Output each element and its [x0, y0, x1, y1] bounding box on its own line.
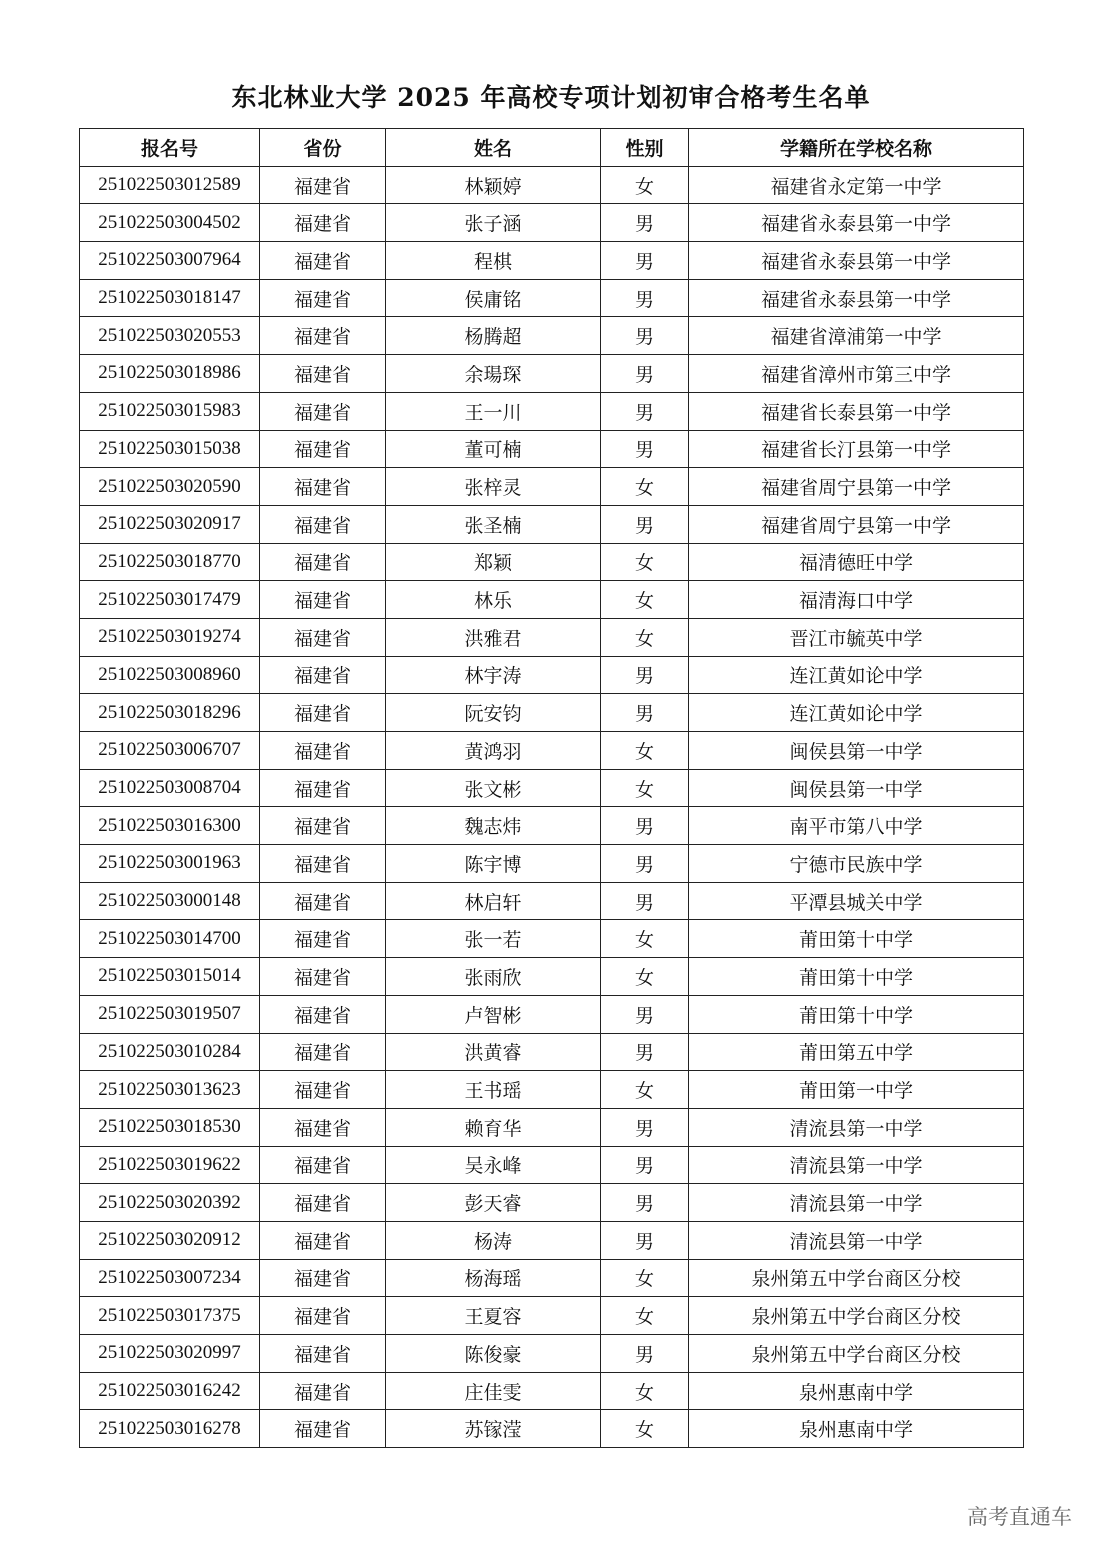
name-cell: 王一川	[386, 392, 601, 430]
name-cell: 张文彬	[386, 769, 601, 807]
school-cell: 莆田第十中学	[689, 995, 1024, 1033]
table-row	[80, 430, 1024, 468]
name-cell: 张梓灵	[386, 468, 601, 506]
school-cell: 宁德市民族中学	[689, 845, 1024, 883]
province-cell: 福建省	[260, 204, 386, 242]
gender-cell: 女	[601, 1410, 689, 1448]
province-cell: 福建省	[260, 355, 386, 393]
table-row	[80, 1221, 1024, 1259]
province-cell: 福建省	[260, 845, 386, 883]
name-cell: 余瑒琛	[386, 355, 601, 393]
name-cell: 张一若	[386, 920, 601, 958]
gender-cell: 男	[601, 392, 689, 430]
table-row	[80, 392, 1024, 430]
school-cell: 福建省周宁县第一中学	[689, 505, 1024, 543]
gender-cell: 女	[601, 468, 689, 506]
table-row	[80, 1259, 1024, 1297]
school-cell: 泉州惠南中学	[689, 1410, 1024, 1448]
school-cell: 福建省长汀县第一中学	[689, 430, 1024, 468]
table-row	[80, 882, 1024, 920]
school-cell: 清流县第一中学	[689, 1108, 1024, 1146]
table-header-row	[80, 129, 1024, 167]
registration-no-cell: 251022503018986	[80, 355, 260, 393]
table-row	[80, 1372, 1024, 1410]
gender-cell: 女	[601, 1259, 689, 1297]
school-cell: 莆田第一中学	[689, 1071, 1024, 1109]
province-cell: 福建省	[260, 920, 386, 958]
province-cell: 福建省	[260, 392, 386, 430]
gender-cell: 男	[601, 1146, 689, 1184]
gender-cell: 男	[601, 845, 689, 883]
school-cell: 闽侯县第一中学	[689, 732, 1024, 770]
name-cell: 郑颖	[386, 543, 601, 581]
registration-no-cell: 251022503008704	[80, 769, 260, 807]
name-cell: 魏志炜	[386, 807, 601, 845]
gender-cell: 男	[601, 317, 689, 355]
gender-cell: 男	[601, 882, 689, 920]
registration-no-cell: 251022503012589	[80, 166, 260, 204]
table-row	[80, 543, 1024, 581]
gender-cell: 女	[601, 543, 689, 581]
gender-cell: 男	[601, 355, 689, 393]
table-row	[80, 807, 1024, 845]
table-row	[80, 694, 1024, 732]
school-cell: 福建省永泰县第一中学	[689, 242, 1024, 280]
table-row	[80, 618, 1024, 656]
registration-no-cell: 251022503000148	[80, 882, 260, 920]
registration-no-cell: 251022503010284	[80, 1033, 260, 1071]
school-cell: 泉州第五中学台商区分校	[689, 1259, 1024, 1297]
gender-cell: 男	[601, 505, 689, 543]
gender-cell: 男	[601, 807, 689, 845]
gender-cell: 男	[601, 1221, 689, 1259]
name-cell: 庄佳雯	[386, 1372, 601, 1410]
registration-no-cell: 251022503007964	[80, 242, 260, 280]
school-cell: 清流县第一中学	[689, 1221, 1024, 1259]
registration-no-cell: 251022503019622	[80, 1146, 260, 1184]
table-row	[80, 355, 1024, 393]
gender-cell: 女	[601, 1297, 689, 1335]
name-cell: 陈俊豪	[386, 1335, 601, 1373]
province-cell: 福建省	[260, 1108, 386, 1146]
column-header-name: 姓名	[386, 129, 601, 167]
registration-no-cell: 251022503020917	[80, 505, 260, 543]
registration-no-cell: 251022503020997	[80, 1335, 260, 1373]
gender-cell: 男	[601, 242, 689, 280]
school-cell: 莆田第五中学	[689, 1033, 1024, 1071]
name-cell: 杨海瑶	[386, 1259, 601, 1297]
table-row	[80, 732, 1024, 770]
province-cell: 福建省	[260, 1221, 386, 1259]
registration-no-cell: 251022503019507	[80, 995, 260, 1033]
name-cell: 洪黄睿	[386, 1033, 601, 1071]
name-cell: 卢智彬	[386, 995, 601, 1033]
name-cell: 张圣楠	[386, 505, 601, 543]
gender-cell: 男	[601, 694, 689, 732]
province-cell: 福建省	[260, 1297, 386, 1335]
school-cell: 福建省长泰县第一中学	[689, 392, 1024, 430]
gender-cell: 女	[601, 581, 689, 619]
gender-cell: 男	[601, 204, 689, 242]
table-row	[80, 1146, 1024, 1184]
gender-cell: 男	[601, 1184, 689, 1222]
table-row	[80, 242, 1024, 280]
registration-no-cell: 251022503016278	[80, 1410, 260, 1448]
school-cell: 清流县第一中学	[689, 1146, 1024, 1184]
table-row	[80, 845, 1024, 883]
table-body	[80, 166, 1024, 1447]
registration-no-cell: 251022503018530	[80, 1108, 260, 1146]
registration-no-cell: 251022503020912	[80, 1221, 260, 1259]
document-title: 东北林业大学 2025 年高校专项计划初审合格考生名单	[231, 83, 871, 112]
name-cell: 程棋	[386, 242, 601, 280]
gender-cell: 女	[601, 166, 689, 204]
province-cell: 福建省	[260, 1033, 386, 1071]
school-cell: 福建省漳浦第一中学	[689, 317, 1024, 355]
registration-no-cell: 251022503020590	[80, 468, 260, 506]
name-cell: 阮安钧	[386, 694, 601, 732]
registration-no-cell: 251022503008960	[80, 656, 260, 694]
school-cell: 福清德旺中学	[689, 543, 1024, 581]
table-row	[80, 769, 1024, 807]
province-cell: 福建省	[260, 694, 386, 732]
gender-cell: 男	[601, 430, 689, 468]
column-header-province: 省份	[260, 129, 386, 167]
school-cell: 福建省漳州市第三中学	[689, 355, 1024, 393]
registration-no-cell: 251022503015014	[80, 958, 260, 996]
name-cell: 吴永峰	[386, 1146, 601, 1184]
table-row	[80, 505, 1024, 543]
gender-cell: 女	[601, 732, 689, 770]
gender-cell: 男	[601, 1108, 689, 1146]
name-cell: 林颖婷	[386, 166, 601, 204]
gender-cell: 男	[601, 1335, 689, 1373]
school-cell: 莆田第十中学	[689, 958, 1024, 996]
name-cell: 张子涵	[386, 204, 601, 242]
name-cell: 林启轩	[386, 882, 601, 920]
school-cell: 福建省永泰县第一中学	[689, 204, 1024, 242]
table-row	[80, 1297, 1024, 1335]
registration-no-cell: 251022503007234	[80, 1259, 260, 1297]
province-cell: 福建省	[260, 1410, 386, 1448]
registration-no-cell: 251022503015983	[80, 392, 260, 430]
province-cell: 福建省	[260, 769, 386, 807]
registration-no-cell: 251022503017375	[80, 1297, 260, 1335]
table-row	[80, 995, 1024, 1033]
province-cell: 福建省	[260, 505, 386, 543]
column-header-school: 学籍所在学校名称	[689, 129, 1024, 167]
school-cell: 清流县第一中学	[689, 1184, 1024, 1222]
school-cell: 福清海口中学	[689, 581, 1024, 619]
name-cell: 黄鸿羽	[386, 732, 601, 770]
table-row	[80, 1108, 1024, 1146]
gender-cell: 女	[601, 958, 689, 996]
school-cell: 连江黄如论中学	[689, 694, 1024, 732]
gender-cell: 女	[601, 920, 689, 958]
table-row	[80, 166, 1024, 204]
registration-no-cell: 251022503014700	[80, 920, 260, 958]
table-row	[80, 1410, 1024, 1448]
table-row	[80, 279, 1024, 317]
province-cell: 福建省	[260, 995, 386, 1033]
school-cell: 福建省永泰县第一中学	[689, 279, 1024, 317]
registration-no-cell: 251022503001963	[80, 845, 260, 883]
province-cell: 福建省	[260, 732, 386, 770]
school-cell: 闽侯县第一中学	[689, 769, 1024, 807]
province-cell: 福建省	[260, 279, 386, 317]
province-cell: 福建省	[260, 656, 386, 694]
registration-no-cell: 251022503020392	[80, 1184, 260, 1222]
registration-no-cell: 251022503018770	[80, 543, 260, 581]
province-cell: 福建省	[260, 1372, 386, 1410]
school-cell: 泉州第五中学台商区分校	[689, 1335, 1024, 1373]
registration-no-cell: 251022503015038	[80, 430, 260, 468]
province-cell: 福建省	[260, 958, 386, 996]
province-cell: 福建省	[260, 242, 386, 280]
gender-cell: 女	[601, 1071, 689, 1109]
province-cell: 福建省	[260, 166, 386, 204]
province-cell: 福建省	[260, 882, 386, 920]
gender-cell: 男	[601, 1033, 689, 1071]
name-cell: 王书瑶	[386, 1071, 601, 1109]
school-cell: 南平市第八中学	[689, 807, 1024, 845]
column-header-gender: 性别	[601, 129, 689, 167]
name-cell: 王夏容	[386, 1297, 601, 1335]
name-cell: 侯庸铭	[386, 279, 601, 317]
school-cell: 连江黄如论中学	[689, 656, 1024, 694]
gender-cell: 男	[601, 279, 689, 317]
province-cell: 福建省	[260, 1184, 386, 1222]
table-row	[80, 317, 1024, 355]
province-cell: 福建省	[260, 1259, 386, 1297]
table-row	[80, 1184, 1024, 1222]
name-cell: 赖育华	[386, 1108, 601, 1146]
name-cell: 张雨欣	[386, 958, 601, 996]
school-cell: 泉州第五中学台商区分校	[689, 1297, 1024, 1335]
registration-no-cell: 251022503018147	[80, 279, 260, 317]
name-cell: 彭天睿	[386, 1184, 601, 1222]
province-cell: 福建省	[260, 1146, 386, 1184]
school-cell: 平潭县城关中学	[689, 882, 1024, 920]
school-cell: 福建省周宁县第一中学	[689, 468, 1024, 506]
table-row	[80, 1335, 1024, 1373]
province-cell: 福建省	[260, 581, 386, 619]
province-cell: 福建省	[260, 543, 386, 581]
province-cell: 福建省	[260, 807, 386, 845]
table-row	[80, 958, 1024, 996]
table-row	[80, 656, 1024, 694]
table-row	[80, 1033, 1024, 1071]
school-cell: 晋江市毓英中学	[689, 618, 1024, 656]
registration-no-cell: 251022503013623	[80, 1071, 260, 1109]
column-header-registration-no: 报名号	[80, 129, 260, 167]
name-cell: 董可楠	[386, 430, 601, 468]
registration-no-cell: 251022503016300	[80, 807, 260, 845]
table-row	[80, 1071, 1024, 1109]
table-row	[80, 581, 1024, 619]
gender-cell: 男	[601, 995, 689, 1033]
school-cell: 福建省永定第一中学	[689, 166, 1024, 204]
name-cell: 林乐	[386, 581, 601, 619]
watermark: 高考直通车	[967, 1505, 1072, 1529]
province-cell: 福建省	[260, 430, 386, 468]
province-cell: 福建省	[260, 618, 386, 656]
candidate-table	[79, 128, 1024, 1448]
registration-no-cell: 251022503017479	[80, 581, 260, 619]
registration-no-cell: 251022503018296	[80, 694, 260, 732]
table-row	[80, 468, 1024, 506]
name-cell: 林宇涛	[386, 656, 601, 694]
gender-cell: 女	[601, 1372, 689, 1410]
name-cell: 陈宇博	[386, 845, 601, 883]
registration-no-cell: 251022503019274	[80, 618, 260, 656]
gender-cell: 女	[601, 769, 689, 807]
province-cell: 福建省	[260, 468, 386, 506]
registration-no-cell: 251022503004502	[80, 204, 260, 242]
table-row	[80, 204, 1024, 242]
school-cell: 莆田第十中学	[689, 920, 1024, 958]
registration-no-cell: 251022503020553	[80, 317, 260, 355]
registration-no-cell: 251022503006707	[80, 732, 260, 770]
province-cell: 福建省	[260, 1335, 386, 1373]
name-cell: 洪雅君	[386, 618, 601, 656]
table-row	[80, 920, 1024, 958]
school-cell: 泉州惠南中学	[689, 1372, 1024, 1410]
gender-cell: 女	[601, 618, 689, 656]
name-cell: 杨腾超	[386, 317, 601, 355]
name-cell: 杨涛	[386, 1221, 601, 1259]
registration-no-cell: 251022503016242	[80, 1372, 260, 1410]
province-cell: 福建省	[260, 317, 386, 355]
gender-cell: 男	[601, 656, 689, 694]
name-cell: 苏镓滢	[386, 1410, 601, 1448]
province-cell: 福建省	[260, 1071, 386, 1109]
